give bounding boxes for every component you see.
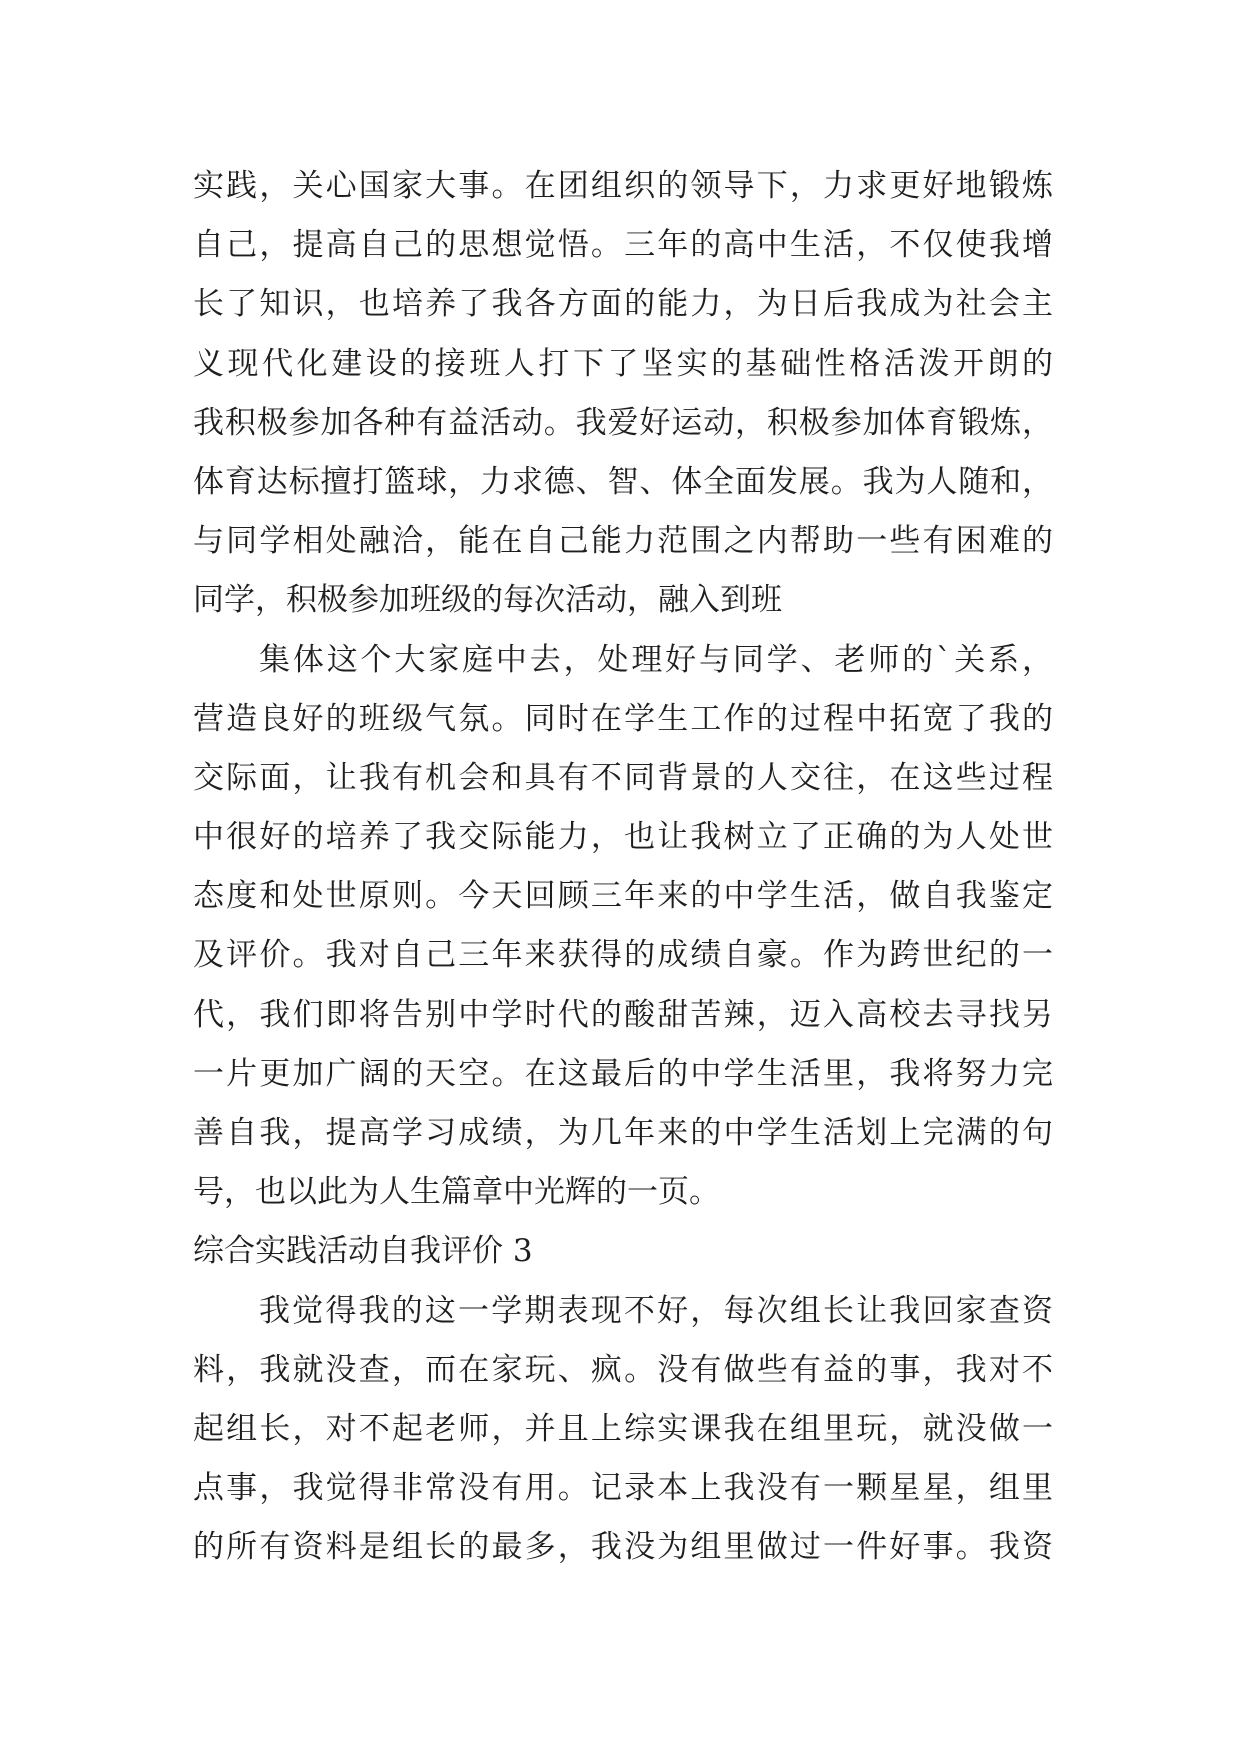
paragraph-2-line-8: 一片更加广阔的天空。在这最后的中学生活里，我将努力完 [193,1055,1053,1092]
paragraph-2-line-9: 善自我，提高学习成绩，为几年来的中学生活划上完满的句 [193,1115,1053,1151]
paragraph-1-line-8: 同学，积极参加班级的每次活动，融入到班 [193,582,782,619]
paragraph-3-line-4: 点事，我觉得非常没有用。记录本上我没有一颗星星，组里 [193,1470,1053,1507]
paragraph-2-line-7: 代，我们即将告别中学时代的酸甜苦辣，迈入高校去寻找另 [193,996,1053,1033]
paragraph-1-line-2: 自己，提高自己的思想觉悟。三年的高中生活，不仅使我增 [193,227,1053,264]
paragraph-3-line-5: 的所有资料是组长的最多，我没为组里做过一件好事。我资 [193,1529,1053,1566]
section-heading: 综合实践活动自我评价 3 [193,1233,533,1270]
document-page [193,157,1053,1578]
paragraph-2-line-6: 及评价。我对自己三年来获得的成绩自豪。作为跨世纪的一 [193,937,1053,974]
paragraph-1-line-6: 体育达标擅打篮球，力求德、智、体全面发展。我为人随和， [193,463,1053,500]
paragraph-2-line-3: 交际面，让我有机会和具有不同背景的人交往，在这些过程 [193,759,1053,796]
paragraph-3-line-3: 起组长，对不起老师，并且上综实课我在组里玩，就没做一 [193,1410,1053,1447]
paragraph-1-line-1: 实践，关心国家大事。在团组织的领导下，力求更好地锻炼 [193,168,1053,204]
paragraph-1-line-5: 我积极参加各种有益活动。我爱好运动，积极参加体育锻炼， [193,404,1053,441]
paragraph-1-line-7: 与同学相处融洽，能在自己能力范围之内帮助一些有困难的 [193,523,1053,560]
paragraph-2-line-2: 营造良好的班级气氛。同时在学生工作的过程中拓宽了我的 [193,700,1053,737]
paragraph-2-line-4: 中很好的培养了我交际能力，也让我树立了正确的为人处世 [193,819,1053,856]
paragraph-3-line-2: 料，我就没查，而在家玩、疯。没有做些有益的事，我对不 [193,1351,1053,1388]
paragraph-2-line-5: 态度和处世原则。今天回顾三年来的中学生活，做自我鉴定 [193,878,1053,915]
paragraph-1-line-4: 义现代化建设的接班人打下了坚实的基础性格活泼开朗的 [193,345,1053,382]
paragraph-2-line-10: 号，也以此为人生篇章中光辉的一页。 [193,1174,720,1211]
paragraph-1-line-3: 长了知识，也培养了我各方面的能力，为日后我成为社会主 [193,286,1053,323]
paragraph-3-line-1: 我觉得我的这一学期表现不好，每次组长让我回家查资 [259,1292,1053,1329]
paragraph-2-line-1: 集体这个大家庭中去，处理好与同学、老师的`关系， [259,641,1053,678]
